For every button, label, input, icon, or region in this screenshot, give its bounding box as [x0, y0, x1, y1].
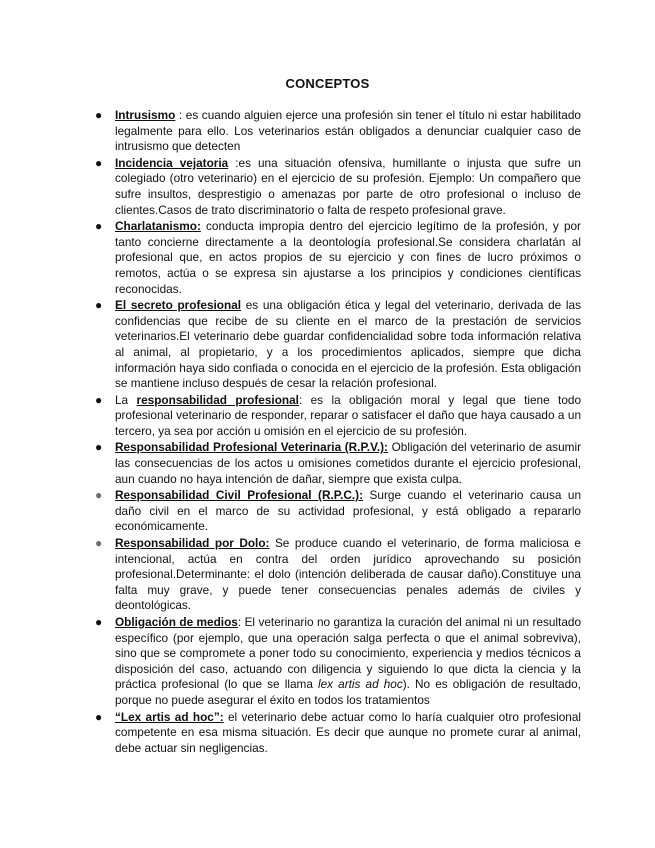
term-separator: :	[298, 392, 311, 407]
bullet-icon: ●	[95, 155, 103, 170]
term-separator: :	[175, 108, 186, 122]
concept-definition: el veterinario debe actuar como lo haría cualquier otro profesional competente en esa misma situación. Es decir que aunque no promete curar al animal, debe actuar sin negligencias.	[115, 709, 581, 755]
concept-term: responsabilidad profesional	[136, 392, 299, 407]
concept-term: Responsabilidad por Dolo:	[115, 536, 270, 551]
list-item-rpc	[93, 488, 581, 535]
concept-definition: es una situación ofensiva, humillante o injusta que sufre un colegiado (otro veterinario) en el ejercicio de su profesión. Ejemplo: Un compañero que sufre insultos, desprestigio o amenazas por parte de otro profesional o incluso de clientes.Casos de trato discriminatorio o falta de respeto profesional grave.	[115, 155, 581, 217]
concept-term: “Lex artis ad hoc”:	[115, 709, 224, 724]
concept-list	[93, 108, 581, 757]
list-item-incidencia-vejatoria	[93, 156, 581, 218]
italic-term: lex artis ad hoc	[317, 677, 403, 692]
concept-term: El secreto profesional	[115, 298, 242, 313]
bullet-icon: ●	[95, 219, 103, 234]
concept-term: Responsabilidad Civil Profesional (R.P.C.):	[115, 488, 364, 503]
concept-term: Intrusismo	[115, 108, 176, 122]
concept-definition: conducta impropia dentro del ejercicio legítimo de la profesión, y por tanto concierne directamente a la deontología profesional.Se considera charlatán al profesional que, en actos propios de su ejercicio y con fines de lucro próximos o remotos, actúa o se expresa sin ajustarse a los principios y condiciones científicas reconocidas.	[115, 219, 581, 296]
list-item-rpv	[93, 440, 581, 487]
concept-term: Obligación de medios	[115, 615, 238, 629]
concept-term: Responsabilidad Profesional Veterinaria (R.P.V.):	[115, 440, 388, 455]
term-separator: :	[237, 615, 245, 629]
bullet-icon: ●	[95, 392, 103, 407]
concept-term: Charlatanismo:	[115, 219, 201, 234]
list-item-charlatanismo	[93, 219, 581, 297]
list-item-obligacion-medios	[93, 615, 581, 709]
concept-definition: es cuando alguien ejerce una profesión sin tener el título ni estar habilitado legalmente para ello. Los veterinarios están obligados a denunciar cualquier caso de intrusismo que detecten	[115, 108, 581, 154]
concept-definition: Se produce cuando el veterinario, de forma maliciosa e intencional, actúa en contra del orden jurídico aprovechando su posición profesional.Determinante: el dolo (intención deliberada de causar daño).Constituye una falta muy grave, y puede tener consecuencias penales además de civiles y deontológicas.	[115, 536, 581, 613]
concept-definition: El veterinario no garantiza la curación del animal ni un resultado específico (por ejemplo, que una operación salga perfecta o que el animal sobreviva), sino que se compromete a poner todo su conocimiento, experiencia y medios técnicos a disposición del caso, actuando con diligencia y siguiendo lo que dicta la ciencia y la práctica profesional (lo que se llama	[115, 615, 582, 692]
list-item-responsabilidad-dolo	[93, 536, 581, 614]
list-item-secreto-profesional	[93, 298, 581, 392]
bullet-icon: ●	[95, 440, 103, 455]
bullet-icon: ●	[95, 709, 103, 724]
concept-definition: es una obligación ética y legal del veterinario, derivada de las confidencias que recibe de su cliente en el marco de la prestación de servicios veterinarios.El veterinario debe guardar confidencialidad sobre toda información relativa al animal, al propietario, y a los procedimientos aplicados, siempre que dicha información haya sido confiada o conocida en el ejercicio de la profesión. Esta obligación se mantiene incluso después de cesar la relación profesional.	[115, 298, 581, 391]
page-title: CONCEPTOS	[285, 76, 370, 91]
concept-term: Incidencia vejatoria	[115, 155, 229, 170]
term-prefix: La	[115, 392, 137, 407]
term-separator: :	[228, 155, 239, 170]
list-item-lex-artis	[93, 710, 581, 757]
bullet-icon: ●	[95, 488, 103, 503]
bullet-icon: ●	[95, 108, 103, 122]
concept-definition: Obligación del veterinario de asumir las consecuencias de los actos u omisiones cometidos durante el ejercicio profesional, aun cuando no haya intención de dañar, siempre que exista culpa.	[115, 440, 582, 486]
bullet-icon: ●	[95, 615, 103, 629]
list-item-intrusismo	[93, 108, 581, 155]
concept-definition: es la obligación moral y legal que tiene todo profesional veterinario de responder, reparar o satisfacer el daño que haya causado a un tercero, ya sea por acción u omisión en el ejercicio de su profesión.	[115, 392, 581, 438]
bullet-icon: ●	[95, 536, 103, 551]
list-item-responsabilidad-profesional	[93, 393, 581, 440]
concept-definition-continued: ). No es obligación de resultado, porque no puede asegurar el éxito en todos los tratamientos	[115, 677, 581, 707]
concept-definition: Surge cuando el veterinario causa un daño civil en el marco de su actividad profesional, y está obligado a repararlo económicamente.	[115, 488, 582, 534]
bullet-icon: ●	[95, 298, 103, 313]
